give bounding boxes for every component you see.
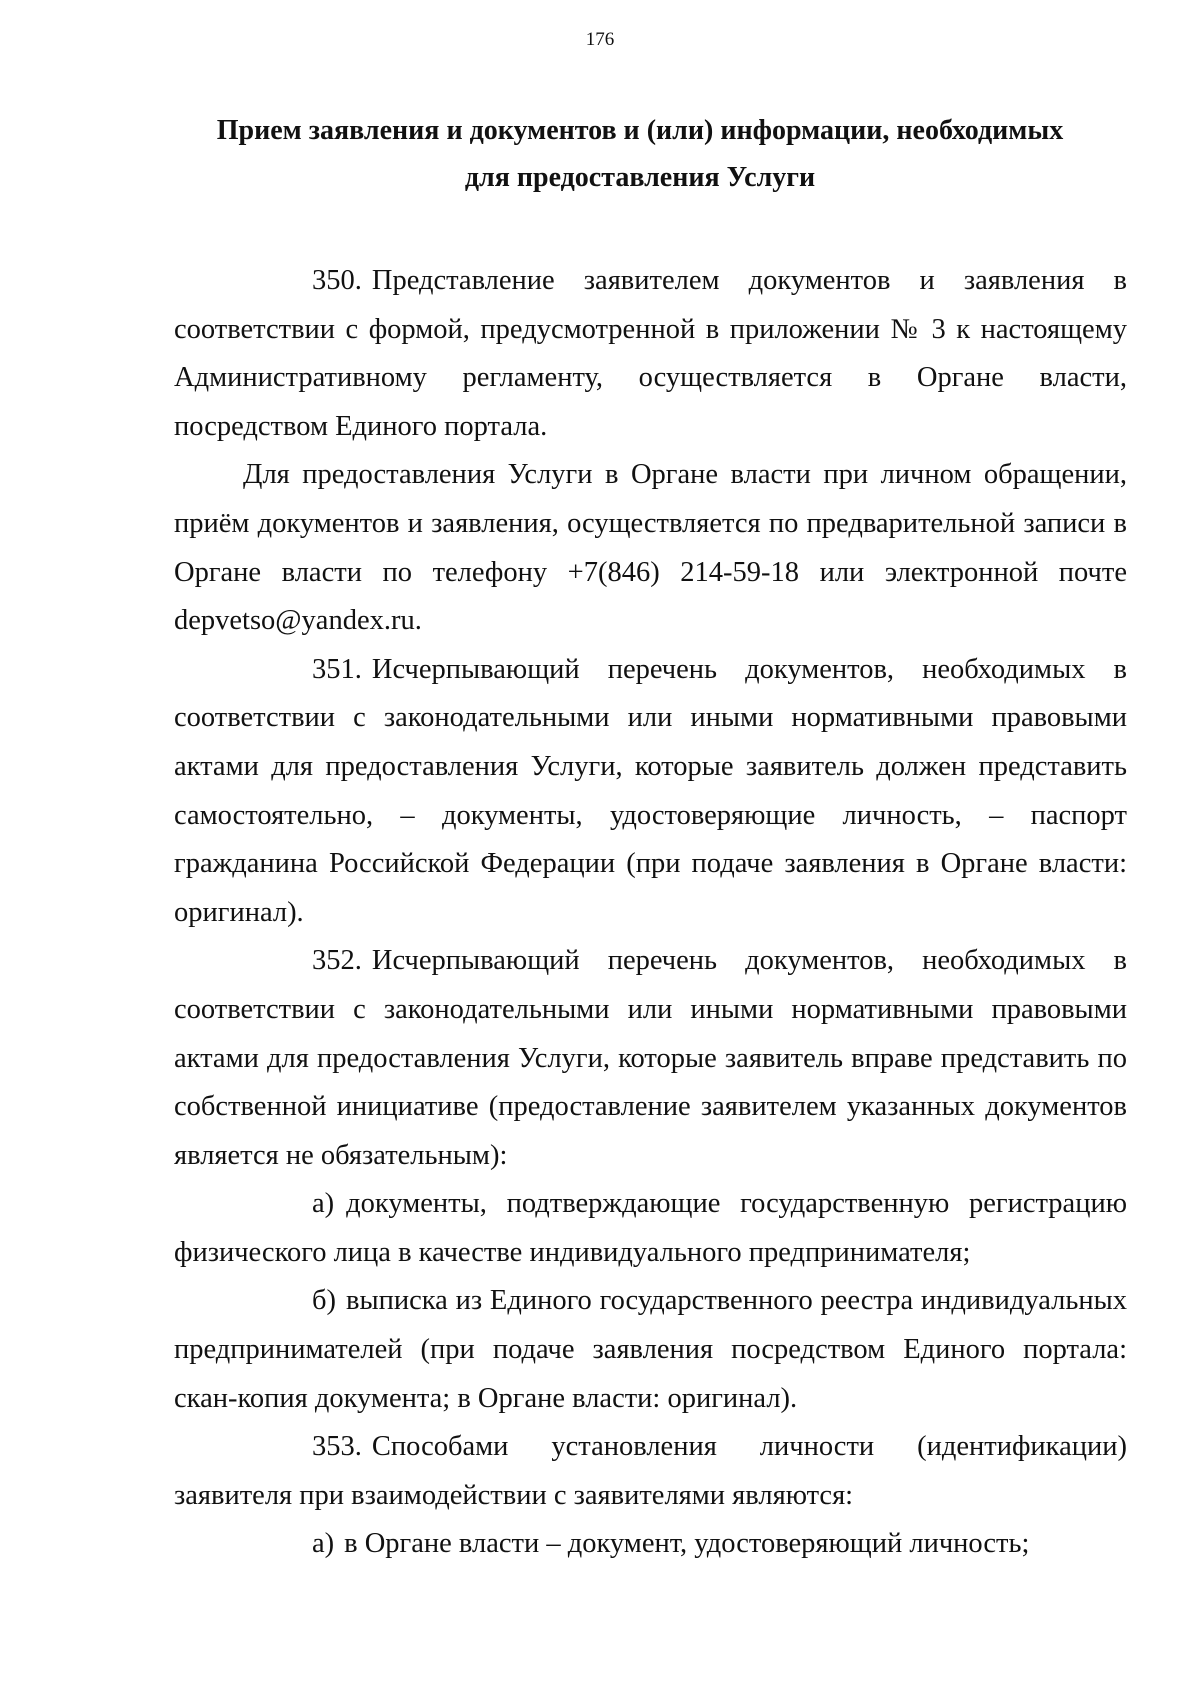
section-heading-line-1: Прием заявления и документов и (или) информации, необходимых (216, 115, 1064, 146)
list-item-352-b (174, 1277, 1127, 1423)
paragraph-text: Для предоставления Услуги в Органе власти при личном обращении, приём документов и заявления, осуществляется по предварительной записи в Органе власти по телефону +7(846) 214-59-18 или электронной почте depvetso@yandex.ru. (174, 459, 1127, 637)
paragraph-text: Исчерпывающий перечень документов, необходимых в соответствии с законодательными или иными нормативными правовыми актами для предоставления Услуги, которые заявитель должен представить самостоятельно, – документы, удостоверяющие личность, – паспорт гражданина Российской Федерации (при подаче заявления в Органе власти: оригинал). (174, 653, 1127, 928)
section-heading-line-2: для предоставления Услуги (464, 162, 816, 193)
list-item-marker: а) (312, 1528, 335, 1560)
paragraph-350 (174, 257, 1127, 451)
list-item-353-a (174, 1520, 1127, 1569)
paragraph-353 (174, 1423, 1127, 1520)
paragraph-text: Представление заявителем документов и заявления в соответствии с формой, предусмотренной в приложении № 3 к настоящему Административному регламенту, осуществляется в Органе власти, посредством Единого портала. (174, 265, 1127, 442)
list-item-marker: б) (312, 1285, 336, 1317)
paragraph-contact-info (174, 451, 1127, 645)
list-item-text: в Органе власти – документ, удостоверяющий личность; (344, 1528, 1030, 1560)
page-number: 176 (585, 29, 615, 50)
paragraph-text: Способами установления личности (идентификации) заявителя при взаимодействии с заявителями являются: (174, 1431, 1127, 1511)
section-heading (190, 107, 1090, 201)
list-item-text: документы, подтверждающие государственную регистрацию физического лица в качестве индивидуального предпринимателя; (174, 1188, 1127, 1268)
paragraph-number: 350. (312, 265, 362, 296)
paragraph-number: 352. (312, 945, 362, 977)
list-item-text: выписка из Единого государственного реестра индивидуальных предпринимателей (при подаче заявления посредством Единого портала: скан-копия документа; в Органе власти: оригинал). (174, 1285, 1127, 1414)
paragraph-number: 351. (312, 653, 362, 685)
paragraph-text: Исчерпывающий перечень документов, необходимых в соответствии с законодательными или иными нормативными правовыми актами для предоставления Услуги, которые заявитель вправе представить по собственной инициативе (предоставление заявителем указанных документов является не обязательным): (174, 945, 1127, 1171)
paragraph-352 (174, 937, 1127, 1180)
list-item-marker: а) (312, 1188, 335, 1220)
list-item-352-a (174, 1180, 1127, 1277)
paragraph-number: 353. (312, 1431, 362, 1463)
document-body (174, 257, 1127, 1569)
paragraph-351 (174, 646, 1127, 938)
